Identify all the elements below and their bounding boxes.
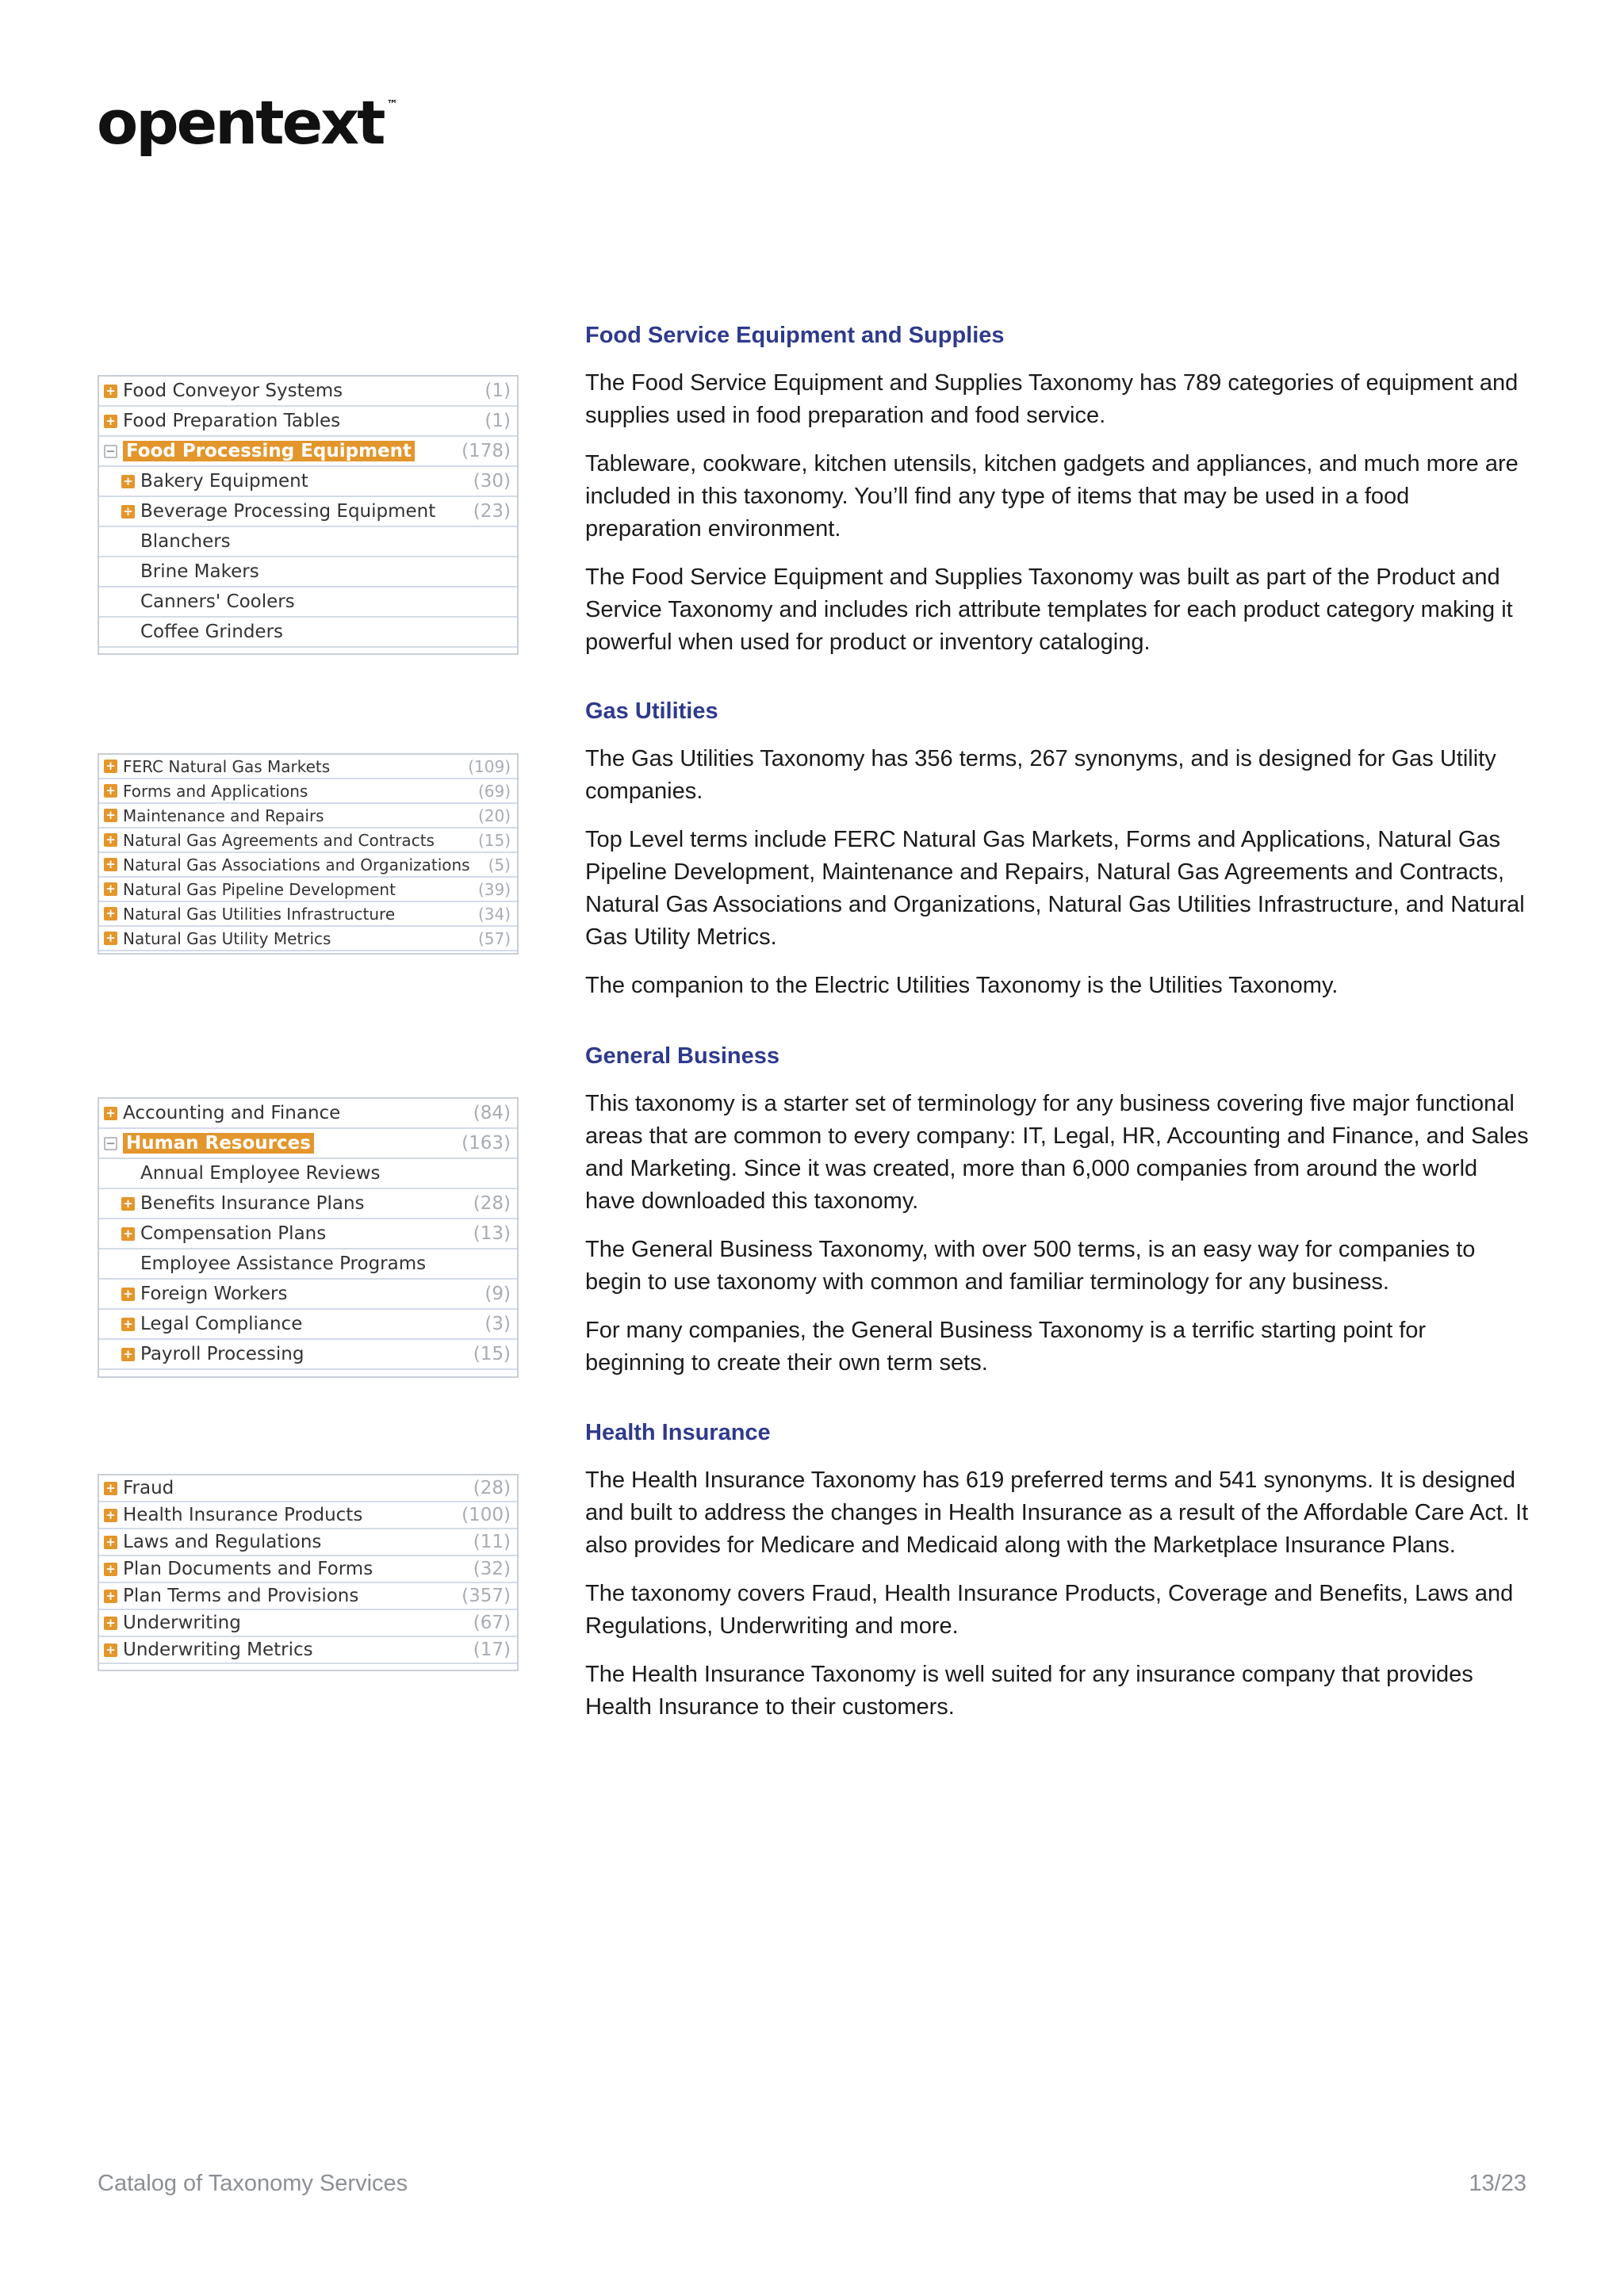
tree-row-label: Food Processing Equipment — [123, 441, 415, 461]
section-paragraph: For many companies, the General Business Taxonomy is a terrific starting point for beginning to create their own term sets. — [585, 1318, 1427, 1376]
section-paragraph: The Gas Utilities Taxonomy has 356 terms, 267 synonyms, and is designed for Gas Utility companies. — [585, 746, 1496, 804]
expand-plus-icon[interactable]: + — [121, 1288, 135, 1301]
logo-trademark: ™ — [386, 98, 398, 111]
tree-row-count: (23) — [473, 501, 511, 522]
tree-row-count: (1) — [485, 411, 511, 431]
expand-plus-icon[interactable]: + — [104, 882, 117, 896]
tree-row-count: (109) — [468, 756, 511, 776]
tree-row-label: Maintenance and Repairs — [123, 806, 324, 825]
tree-row-count: (34) — [477, 904, 511, 924]
tree-row[interactable] — [99, 1529, 517, 1556]
tree-row-count: (20) — [477, 806, 511, 825]
tree-row[interactable] — [99, 927, 517, 951]
expand-plus-icon[interactable]: + — [104, 1563, 117, 1576]
expand-plus-icon[interactable]: + — [104, 784, 117, 798]
tree-row-count: (15) — [477, 830, 511, 850]
tree-row[interactable] — [99, 557, 517, 587]
collapse-minus-icon[interactable]: − — [104, 445, 117, 458]
tree-row-count: (163) — [462, 1133, 511, 1154]
taxonomy-tree-food-service — [98, 375, 519, 655]
tree-row-label: Brine Makers — [140, 561, 259, 582]
tree-row-count: (9) — [485, 1284, 511, 1304]
footer-document-title: Catalog of Taxonomy Services — [98, 2171, 408, 2196]
section-general-business — [585, 1040, 1529, 1395]
tree-row[interactable] — [99, 1556, 517, 1583]
tree-row-label: Underwriting Metrics — [123, 1640, 313, 1660]
tree-row[interactable] — [99, 779, 517, 804]
tree-row[interactable] — [99, 902, 517, 927]
tree-row-label: Natural Gas Associations and Organizations — [123, 855, 470, 874]
collapse-minus-icon[interactable]: − — [104, 1137, 117, 1150]
taxonomy-tree-general-business — [98, 1097, 519, 1378]
taxonomy-tree-health-insurance — [98, 1474, 519, 1671]
expand-plus-icon[interactable]: + — [104, 1644, 117, 1657]
tree-row[interactable] — [99, 1340, 517, 1370]
tree-row-label: Bakery Equipment — [140, 471, 308, 492]
section-title: Food Service Equipment and Supplies — [585, 323, 1005, 348]
tree-row-label: Laws and Regulations — [123, 1532, 322, 1552]
section-title: Gas Utilities — [585, 698, 718, 724]
tree-row-count: (1) — [485, 381, 511, 401]
expand-plus-icon[interactable]: + — [104, 809, 117, 822]
tree-row[interactable] — [99, 1637, 517, 1664]
expand-plus-icon[interactable]: + — [104, 760, 117, 773]
section-paragraph: The Health Insurance Taxonomy has 619 preferred terms and 541 synonyms. It is designed and built to address the changes in Health Insurance as a result of the Affordable Care Act. It also provides for Medicare and Medicaid along with the Marketplace Insurance Plans. — [585, 1468, 1529, 1558]
tree-row-count: (178) — [462, 441, 511, 461]
section-title: General Business — [585, 1043, 779, 1069]
tree-row[interactable] — [99, 1129, 517, 1159]
tree-row[interactable] — [99, 1310, 517, 1340]
tree-row[interactable] — [99, 467, 517, 497]
tree-row-label: Plan Terms and Provisions — [123, 1586, 359, 1606]
section-paragraph: Tableware, cookware, kitchen utensils, kitchen gadgets and appliances, and much more are included in this taxonomy. You’ll find any type of items that may be used in a food preparation environment. — [585, 451, 1519, 541]
expand-plus-icon[interactable]: + — [121, 1197, 135, 1211]
tree-row-label: Legal Compliance — [140, 1314, 303, 1334]
tree-row[interactable] — [99, 1280, 517, 1310]
tree-row-count: (3) — [485, 1314, 511, 1334]
tree-row-label: Foreign Workers — [140, 1284, 288, 1304]
tree-row-label: Compensation Plans — [140, 1223, 327, 1244]
tree-row-count: (17) — [473, 1640, 511, 1660]
tree-row[interactable] — [99, 853, 517, 878]
tree-row[interactable] — [99, 878, 517, 902]
logo-text: opentext — [97, 87, 384, 158]
tree-row-label: Benefits Insurance Plans — [140, 1193, 365, 1214]
expand-plus-icon[interactable]: + — [121, 1227, 135, 1241]
tree-row[interactable] — [99, 1502, 517, 1529]
tree-row-count: (11) — [473, 1532, 511, 1552]
tree-row-count: (15) — [473, 1344, 511, 1364]
tree-row-label: Natural Gas Utilities Infrastructure — [123, 904, 396, 924]
tree-row-count: (67) — [473, 1613, 511, 1633]
tree-row-label: Fraud — [123, 1478, 174, 1498]
section-gas-utilities — [585, 695, 1529, 1018]
tree-row-count: (30) — [473, 471, 511, 492]
expand-plus-icon[interactable]: + — [104, 1536, 117, 1549]
section-paragraph: This taxonomy is a starter set of terminology for any business covering five major functional areas that are common to every company: IT, Legal, HR, Accounting and Finance, and Sales and Marketing. Since it was created, more than 6,000 companies from around the world have downloaded this taxonomy. — [585, 1091, 1529, 1214]
tree-row-label: Coffee Grinders — [140, 622, 284, 642]
expand-plus-icon[interactable]: + — [104, 1107, 117, 1120]
expand-plus-icon[interactable]: + — [121, 505, 135, 519]
expand-plus-icon[interactable]: + — [104, 385, 117, 398]
tree-row-count: (357) — [462, 1586, 511, 1606]
section-food-service — [585, 320, 1529, 675]
tree-row-label: Employee Assistance Programs — [140, 1253, 427, 1274]
expand-plus-icon[interactable]: + — [104, 1617, 117, 1630]
section-paragraph: Top Level terms include FERC Natural Gas Markets, Forms and Applications, Natural Gas Pipeline Development, Maintenance and Repairs, Natural Gas Agreements and Contracts, Natural Gas Associations and Organizations, Natural Gas Utilities Infrastructure, and Natural Gas Utility Metrics. — [585, 827, 1525, 950]
expand-plus-icon[interactable]: + — [104, 1590, 117, 1603]
tree-row-count: (100) — [462, 1505, 511, 1525]
tree-row-label: Natural Gas Pipeline Development — [123, 879, 396, 899]
tree-row[interactable] — [99, 587, 517, 618]
tree-row-label: Blanchers — [140, 531, 231, 552]
tree-row-label: Food Preparation Tables — [123, 411, 341, 431]
tree-row-count: (32) — [473, 1559, 511, 1579]
section-paragraph: The taxonomy covers Fraud, Health Insurance Products, Coverage and Benefits, Laws and Regulations, Underwriting and more. — [585, 1581, 1514, 1639]
tree-row[interactable] — [99, 407, 517, 437]
tree-row[interactable] — [99, 804, 517, 828]
tree-row-label: Human Resources — [123, 1133, 314, 1154]
expand-plus-icon[interactable]: + — [104, 1509, 117, 1522]
footer-page-number: 13/23 — [1469, 2171, 1526, 2196]
section-paragraph: The companion to the Electric Utilities Taxonomy is the Utilities Taxonomy. — [585, 973, 1339, 998]
opentext-logo — [97, 87, 398, 158]
tree-row[interactable] — [99, 1219, 517, 1249]
tree-row-count: (39) — [477, 879, 511, 899]
section-paragraph: The Food Service Equipment and Supplies Taxonomy has 789 categories of equipment and supplies used in food preparation and food service. — [585, 370, 1519, 428]
expand-plus-icon[interactable]: + — [104, 1482, 117, 1495]
tree-row-label: Accounting and Finance — [123, 1103, 341, 1123]
tree-row[interactable] — [99, 1610, 517, 1637]
tree-row-label: Payroll Processing — [140, 1344, 304, 1364]
tree-row-label: FERC Natural Gas Markets — [123, 756, 331, 776]
tree-row-label: Forms and Applications — [123, 781, 308, 801]
tree-row-count: (69) — [477, 781, 511, 801]
tree-row-label: Food Conveyor Systems — [123, 381, 343, 401]
tree-row-count: (57) — [477, 928, 511, 948]
expand-plus-icon[interactable]: + — [121, 1348, 135, 1361]
tree-row-label: Annual Employee Reviews — [140, 1163, 381, 1184]
expand-plus-icon[interactable]: + — [104, 858, 117, 871]
taxonomy-tree-gas-utilities — [98, 753, 519, 955]
tree-row[interactable] — [99, 1189, 517, 1219]
section-paragraph: The Food Service Equipment and Supplies Taxonomy was built as part of the Product and Service Taxonomy and includes rich attribute templates for each product category making it powerful when used for product or inventory cataloging. — [585, 564, 1513, 655]
expand-plus-icon[interactable]: + — [104, 932, 117, 945]
tree-row-label: Health Insurance Products — [123, 1505, 363, 1525]
tree-row-count: (5) — [488, 855, 511, 874]
expand-plus-icon[interactable]: + — [121, 1318, 135, 1331]
tree-row-label: Underwriting — [123, 1613, 241, 1633]
tree-row[interactable] — [99, 1159, 517, 1189]
tree-row[interactable] — [99, 497, 517, 527]
expand-plus-icon[interactable]: + — [121, 475, 135, 488]
tree-row[interactable] — [99, 437, 517, 467]
tree-row-count: (84) — [473, 1103, 511, 1123]
expand-plus-icon[interactable]: + — [104, 833, 117, 847]
tree-row[interactable] — [99, 618, 517, 648]
section-paragraph: The General Business Taxonomy, with over 500 terms, is an easy way for companies to begin to use taxonomy with common and familiar terminology for any business. — [585, 1237, 1476, 1295]
tree-row-count: (28) — [473, 1193, 511, 1214]
tree-row[interactable] — [99, 1475, 517, 1502]
tree-row-label: Plan Documents and Forms — [123, 1559, 373, 1579]
section-paragraph: The Health Insurance Taxonomy is well suited for any insurance company that provides Health Insurance to their customers. — [585, 1662, 1473, 1720]
tree-row[interactable] — [99, 1099, 517, 1129]
section-title: Health Insurance — [585, 1420, 771, 1445]
tree-row[interactable] — [99, 828, 517, 853]
tree-row-label: Beverage Processing Equipment — [140, 501, 436, 522]
tree-row-label: Natural Gas Agreements and Contracts — [123, 830, 435, 850]
tree-row-count: (28) — [473, 1478, 511, 1498]
tree-row-label: Natural Gas Utility Metrics — [123, 928, 331, 948]
section-health-insurance — [585, 1417, 1529, 1739]
expand-plus-icon[interactable]: + — [104, 415, 117, 428]
tree-row-count: (13) — [473, 1223, 511, 1244]
tree-row[interactable] — [99, 1249, 517, 1280]
tree-row[interactable] — [99, 1583, 517, 1610]
expand-plus-icon[interactable]: + — [104, 907, 117, 920]
tree-row[interactable] — [99, 755, 517, 779]
tree-row-label: Canners' Coolers — [140, 591, 295, 612]
tree-row[interactable] — [99, 527, 517, 557]
tree-row[interactable] — [99, 377, 517, 407]
